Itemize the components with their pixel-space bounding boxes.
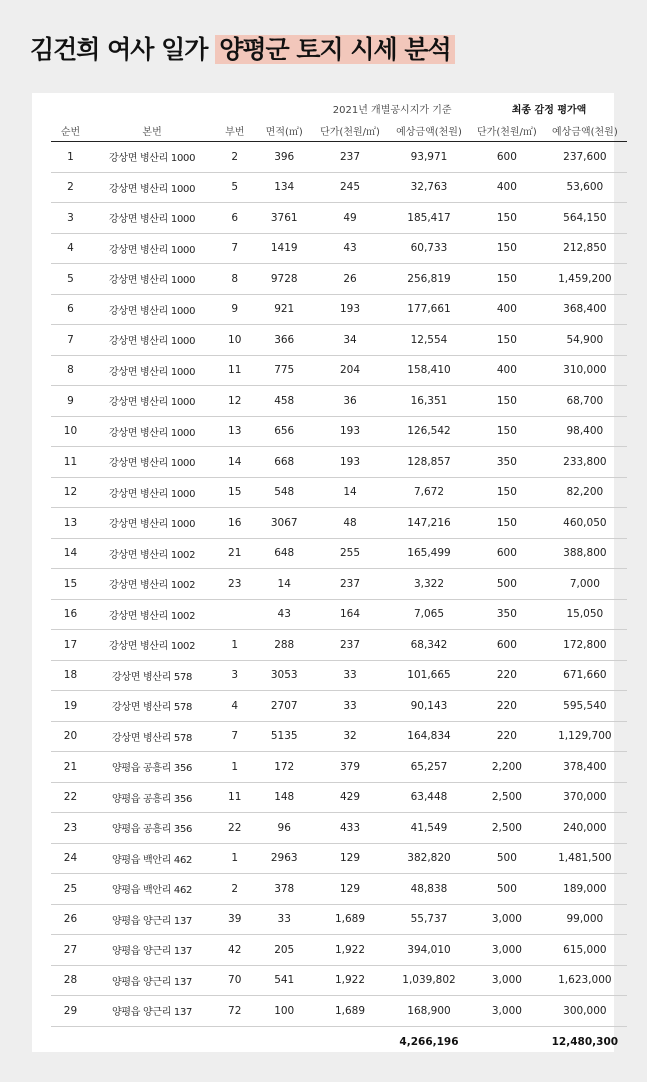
cell-pub-unit: 429 (313, 782, 387, 813)
cell-area: 668 (255, 447, 313, 478)
cell-pub-amount: 168,900 (387, 996, 471, 1027)
cell-pub-unit: 1,922 (313, 965, 387, 996)
cell-no: 25 (51, 874, 90, 905)
cell-main-lot: 강상면 병산리 1002 (90, 599, 214, 630)
table-row (51, 691, 627, 722)
cell-pub-amount: 126,542 (387, 416, 471, 447)
cell-no: 12 (51, 477, 90, 508)
cell-no: 16 (51, 599, 90, 630)
cell-main-lot: 강상면 병산리 1002 (90, 569, 214, 600)
cell-sub-lot: 10 (214, 325, 255, 356)
cell-pub-amount: 68,342 (387, 630, 471, 661)
cell-sub-lot: 11 (214, 782, 255, 813)
cell-sub-lot: 13 (214, 416, 255, 447)
cell-area: 396 (255, 142, 313, 173)
cell-app-amount: 460,050 (543, 508, 627, 539)
cell-app-amount: 378,400 (543, 752, 627, 783)
cell-app-unit: 2,500 (471, 813, 543, 844)
cell-app-unit: 500 (471, 874, 543, 905)
cell-app-unit: 3,000 (471, 935, 543, 966)
cell-sub-lot: 7 (214, 721, 255, 752)
table-row (51, 630, 627, 661)
cell-app-amount: 370,000 (543, 782, 627, 813)
cell-app-amount: 1,623,000 (543, 965, 627, 996)
cell-area: 921 (255, 294, 313, 325)
cell-main-lot: 강상면 병산리 578 (90, 660, 214, 691)
cell-main-lot: 양평읍 양근리 137 (90, 996, 214, 1027)
cell-pub-amount: 93,971 (387, 142, 471, 173)
cell-app-amount: 310,000 (543, 355, 627, 386)
cell-no: 22 (51, 782, 90, 813)
cell-app-unit: 2,500 (471, 782, 543, 813)
col-header-sub-lot: 부번 (214, 119, 255, 142)
cell-main-lot: 강상면 병산리 1000 (90, 264, 214, 295)
total-app-amount: 12,480,300 (543, 1026, 627, 1057)
cell-no: 8 (51, 355, 90, 386)
cell-pub-amount: 7,065 (387, 599, 471, 630)
cell-area: 14 (255, 569, 313, 600)
totals-row (51, 1026, 627, 1057)
cell-app-unit: 150 (471, 264, 543, 295)
cell-pub-unit: 14 (313, 477, 387, 508)
cell-area: 148 (255, 782, 313, 813)
cell-sub-lot: 14 (214, 447, 255, 478)
cell-area: 43 (255, 599, 313, 630)
cell-pub-amount: 128,857 (387, 447, 471, 478)
cell-pub-unit: 193 (313, 294, 387, 325)
cell-area: 134 (255, 172, 313, 203)
cell-main-lot: 강상면 병산리 1000 (90, 508, 214, 539)
cell-pub-amount: 60,733 (387, 233, 471, 264)
cell-pub-amount: 41,549 (387, 813, 471, 844)
cell-pub-unit: 32 (313, 721, 387, 752)
cell-main-lot: 강상면 병산리 578 (90, 691, 214, 722)
cell-pub-unit: 204 (313, 355, 387, 386)
cell-sub-lot: 1 (214, 630, 255, 661)
cell-no: 20 (51, 721, 90, 752)
cell-pub-unit: 33 (313, 691, 387, 722)
table-row (51, 264, 627, 295)
cell-pub-unit: 379 (313, 752, 387, 783)
cell-app-amount: 82,200 (543, 477, 627, 508)
cell-main-lot: 강상면 병산리 578 (90, 721, 214, 752)
cell-area: 205 (255, 935, 313, 966)
cell-app-unit: 220 (471, 691, 543, 722)
cell-sub-lot: 23 (214, 569, 255, 600)
cell-pub-amount: 177,661 (387, 294, 471, 325)
cell-pub-unit: 1,689 (313, 904, 387, 935)
cell-sub-lot (214, 599, 255, 630)
cell-sub-lot: 9 (214, 294, 255, 325)
cell-sub-lot: 16 (214, 508, 255, 539)
cell-pub-amount: 165,499 (387, 538, 471, 569)
title-highlight: 양평군 토지 시세 분석 (215, 35, 454, 64)
cell-no: 13 (51, 508, 90, 539)
cell-pub-unit: 255 (313, 538, 387, 569)
cell-main-lot: 강상면 병산리 1000 (90, 447, 214, 478)
cell-main-lot: 강상면 병산리 1000 (90, 325, 214, 356)
table-row (51, 660, 627, 691)
cell-sub-lot: 5 (214, 172, 255, 203)
cell-no: 9 (51, 386, 90, 417)
cell-area: 548 (255, 477, 313, 508)
cell-main-lot: 강상면 병산리 1000 (90, 142, 214, 173)
cell-no: 10 (51, 416, 90, 447)
cell-pub-amount: 394,010 (387, 935, 471, 966)
group-header-appraisal: 최종 감정 평가액 (511, 104, 587, 116)
cell-pub-unit: 237 (313, 142, 387, 173)
table-row (51, 874, 627, 905)
table-row (51, 538, 627, 569)
cell-no: 17 (51, 630, 90, 661)
cell-app-unit: 400 (471, 355, 543, 386)
cell-app-amount: 99,000 (543, 904, 627, 935)
cell-sub-lot: 1 (214, 752, 255, 783)
cell-no: 23 (51, 813, 90, 844)
cell-app-amount: 671,660 (543, 660, 627, 691)
cell-pub-unit: 164 (313, 599, 387, 630)
cell-pub-amount: 101,665 (387, 660, 471, 691)
cell-main-lot: 양평읍 백안리 462 (90, 843, 214, 874)
cell-app-amount: 564,150 (543, 203, 627, 234)
table-row (51, 203, 627, 234)
cell-app-unit: 400 (471, 294, 543, 325)
cell-pub-unit: 193 (313, 416, 387, 447)
table-row (51, 599, 627, 630)
cell-app-amount: 233,800 (543, 447, 627, 478)
cell-main-lot: 강상면 병산리 1000 (90, 477, 214, 508)
cell-no: 19 (51, 691, 90, 722)
cell-pub-amount: 63,448 (387, 782, 471, 813)
cell-sub-lot: 2 (214, 142, 255, 173)
cell-app-unit: 150 (471, 416, 543, 447)
cell-app-amount: 54,900 (543, 325, 627, 356)
cell-pub-unit: 34 (313, 325, 387, 356)
cell-pub-amount: 158,410 (387, 355, 471, 386)
cell-sub-lot: 1 (214, 843, 255, 874)
cell-pub-unit: 43 (313, 233, 387, 264)
cell-app-amount: 1,481,500 (543, 843, 627, 874)
cell-app-amount: 53,600 (543, 172, 627, 203)
cell-area: 656 (255, 416, 313, 447)
cell-area: 2707 (255, 691, 313, 722)
table-row (51, 935, 627, 966)
cell-app-unit: 150 (471, 203, 543, 234)
cell-area: 775 (255, 355, 313, 386)
cell-pub-unit: 129 (313, 874, 387, 905)
cell-sub-lot: 72 (214, 996, 255, 1027)
cell-app-amount: 1,459,200 (543, 264, 627, 295)
cell-area: 366 (255, 325, 313, 356)
cell-no: 29 (51, 996, 90, 1027)
cell-no: 11 (51, 447, 90, 478)
cell-main-lot: 강상면 병산리 1000 (90, 355, 214, 386)
cell-main-lot: 강상면 병산리 1002 (90, 630, 214, 661)
cell-app-unit: 500 (471, 569, 543, 600)
page-title (30, 30, 455, 66)
cell-pub-unit: 1,922 (313, 935, 387, 966)
cell-pub-amount: 3,322 (387, 569, 471, 600)
total-pub-amount: 4,266,196 (387, 1026, 471, 1057)
cell-pub-amount: 32,763 (387, 172, 471, 203)
cell-area: 3053 (255, 660, 313, 691)
cell-app-amount: 98,400 (543, 416, 627, 447)
group-header-public: 2021년 개별공시지가 기준 (332, 104, 452, 116)
cell-no: 26 (51, 904, 90, 935)
cell-pub-amount: 147,216 (387, 508, 471, 539)
cell-no: 3 (51, 203, 90, 234)
cell-main-lot: 양평읍 공흥리 356 (90, 752, 214, 783)
col-header-pub-amount: 예상금액(천원) (387, 119, 471, 142)
cell-pub-unit: 245 (313, 172, 387, 203)
cell-app-unit: 600 (471, 142, 543, 173)
table-row (51, 294, 627, 325)
cell-area: 5135 (255, 721, 313, 752)
cell-app-unit: 400 (471, 172, 543, 203)
cell-area: 458 (255, 386, 313, 417)
cell-main-lot: 강상면 병산리 1000 (90, 386, 214, 417)
cell-app-unit: 150 (471, 325, 543, 356)
table-row (51, 965, 627, 996)
cell-sub-lot: 22 (214, 813, 255, 844)
cell-pub-unit: 1,689 (313, 996, 387, 1027)
land-price-table (51, 97, 627, 1057)
table-row (51, 416, 627, 447)
cell-app-amount: 68,700 (543, 386, 627, 417)
cell-app-unit: 220 (471, 660, 543, 691)
cell-app-unit: 150 (471, 233, 543, 264)
cell-pub-amount: 16,351 (387, 386, 471, 417)
cell-area: 3067 (255, 508, 313, 539)
col-header-main-lot: 본번 (90, 119, 214, 142)
cell-pub-amount: 382,820 (387, 843, 471, 874)
table-body (51, 142, 627, 1027)
cell-app-unit: 350 (471, 447, 543, 478)
cell-main-lot: 강상면 병산리 1000 (90, 203, 214, 234)
cell-sub-lot: 42 (214, 935, 255, 966)
cell-area: 33 (255, 904, 313, 935)
table-row (51, 721, 627, 752)
cell-app-amount: 368,400 (543, 294, 627, 325)
cell-app-amount: 595,540 (543, 691, 627, 722)
table-row (51, 355, 627, 386)
table-row (51, 447, 627, 478)
table-row (51, 386, 627, 417)
table-row (51, 843, 627, 874)
table-row (51, 142, 627, 173)
cell-no: 7 (51, 325, 90, 356)
cell-main-lot: 양평읍 양근리 137 (90, 935, 214, 966)
cell-pub-unit: 237 (313, 630, 387, 661)
cell-area: 541 (255, 965, 313, 996)
cell-main-lot: 강상면 병산리 1000 (90, 233, 214, 264)
cell-sub-lot: 70 (214, 965, 255, 996)
cell-sub-lot: 2 (214, 874, 255, 905)
cell-sub-lot: 8 (214, 264, 255, 295)
cell-pub-amount: 185,417 (387, 203, 471, 234)
cell-sub-lot: 7 (214, 233, 255, 264)
cell-app-amount: 15,050 (543, 599, 627, 630)
table-row (51, 813, 627, 844)
cell-app-unit: 350 (471, 599, 543, 630)
cell-sub-lot: 3 (214, 660, 255, 691)
cell-area: 100 (255, 996, 313, 1027)
cell-app-unit: 2,200 (471, 752, 543, 783)
cell-app-unit: 3,000 (471, 904, 543, 935)
cell-app-amount: 212,850 (543, 233, 627, 264)
col-header-app-amount: 예상금액(천원) (543, 119, 627, 142)
cell-pub-amount: 256,819 (387, 264, 471, 295)
cell-app-amount: 615,000 (543, 935, 627, 966)
cell-no: 4 (51, 233, 90, 264)
cell-pub-amount: 48,838 (387, 874, 471, 905)
cell-pub-unit: 193 (313, 447, 387, 478)
cell-pub-amount: 65,257 (387, 752, 471, 783)
cell-main-lot: 양평읍 공흥리 356 (90, 782, 214, 813)
cell-area: 1419 (255, 233, 313, 264)
col-header-app-unit: 단가(천원/㎡) (471, 119, 543, 142)
cell-no: 15 (51, 569, 90, 600)
cell-main-lot: 양평읍 공흥리 356 (90, 813, 214, 844)
cell-pub-unit: 36 (313, 386, 387, 417)
cell-main-lot: 양평읍 양근리 137 (90, 904, 214, 935)
title-prefix: 김건희 여사 일가 (30, 35, 208, 64)
cell-main-lot: 양평읍 백안리 462 (90, 874, 214, 905)
cell-sub-lot: 39 (214, 904, 255, 935)
cell-area: 288 (255, 630, 313, 661)
cell-no: 5 (51, 264, 90, 295)
cell-app-unit: 150 (471, 508, 543, 539)
cell-app-amount: 300,000 (543, 996, 627, 1027)
table-row (51, 172, 627, 203)
cell-app-unit: 600 (471, 538, 543, 569)
cell-main-lot: 양평읍 양근리 137 (90, 965, 214, 996)
cell-pub-unit: 48 (313, 508, 387, 539)
cell-pub-amount: 7,672 (387, 477, 471, 508)
cell-app-amount: 388,800 (543, 538, 627, 569)
table-row (51, 782, 627, 813)
table-row (51, 477, 627, 508)
cell-pub-amount: 164,834 (387, 721, 471, 752)
table-row (51, 904, 627, 935)
cell-app-amount: 7,000 (543, 569, 627, 600)
col-header-pub-unit: 단가(천원/㎡) (313, 119, 387, 142)
cell-sub-lot: 4 (214, 691, 255, 722)
cell-app-amount: 237,600 (543, 142, 627, 173)
cell-pub-unit: 237 (313, 569, 387, 600)
cell-no: 2 (51, 172, 90, 203)
cell-app-unit: 500 (471, 843, 543, 874)
cell-sub-lot: 21 (214, 538, 255, 569)
cell-pub-amount: 12,554 (387, 325, 471, 356)
cell-no: 6 (51, 294, 90, 325)
cell-app-amount: 1,129,700 (543, 721, 627, 752)
cell-main-lot: 강상면 병산리 1002 (90, 538, 214, 569)
cell-pub-unit: 433 (313, 813, 387, 844)
cell-no: 1 (51, 142, 90, 173)
cell-no: 27 (51, 935, 90, 966)
cell-pub-amount: 90,143 (387, 691, 471, 722)
cell-sub-lot: 15 (214, 477, 255, 508)
table-card (32, 93, 619, 1052)
cell-main-lot: 강상면 병산리 1000 (90, 172, 214, 203)
cell-no: 24 (51, 843, 90, 874)
cell-no: 21 (51, 752, 90, 783)
cell-area: 648 (255, 538, 313, 569)
cell-app-unit: 3,000 (471, 965, 543, 996)
cell-pub-amount: 55,737 (387, 904, 471, 935)
cell-area: 9728 (255, 264, 313, 295)
cell-area: 2963 (255, 843, 313, 874)
table-row (51, 752, 627, 783)
cell-area: 96 (255, 813, 313, 844)
cell-app-amount: 172,800 (543, 630, 627, 661)
cell-area: 378 (255, 874, 313, 905)
cell-pub-unit: 33 (313, 660, 387, 691)
table-row (51, 508, 627, 539)
cell-main-lot: 강상면 병산리 1000 (90, 294, 214, 325)
cell-pub-amount: 1,039,802 (387, 965, 471, 996)
cell-no: 28 (51, 965, 90, 996)
cell-no: 18 (51, 660, 90, 691)
cell-sub-lot: 12 (214, 386, 255, 417)
cell-app-unit: 600 (471, 630, 543, 661)
cell-app-amount: 189,000 (543, 874, 627, 905)
cell-area: 3761 (255, 203, 313, 234)
cell-area: 172 (255, 752, 313, 783)
cell-app-unit: 150 (471, 477, 543, 508)
table-row (51, 233, 627, 264)
cell-no: 14 (51, 538, 90, 569)
cell-pub-unit: 49 (313, 203, 387, 234)
cell-app-unit: 150 (471, 386, 543, 417)
cell-sub-lot: 11 (214, 355, 255, 386)
column-header-row (51, 119, 627, 142)
cell-app-unit: 3,000 (471, 996, 543, 1027)
cell-sub-lot: 6 (214, 203, 255, 234)
cell-pub-unit: 26 (313, 264, 387, 295)
col-header-area: 면적(㎡) (255, 119, 313, 142)
cell-pub-unit: 129 (313, 843, 387, 874)
table-row (51, 996, 627, 1027)
col-header-no: 순번 (51, 119, 90, 142)
table-row (51, 569, 627, 600)
table-row (51, 325, 627, 356)
group-header-row (51, 97, 627, 119)
cell-main-lot: 강상면 병산리 1000 (90, 416, 214, 447)
cell-app-unit: 220 (471, 721, 543, 752)
cell-app-amount: 240,000 (543, 813, 627, 844)
